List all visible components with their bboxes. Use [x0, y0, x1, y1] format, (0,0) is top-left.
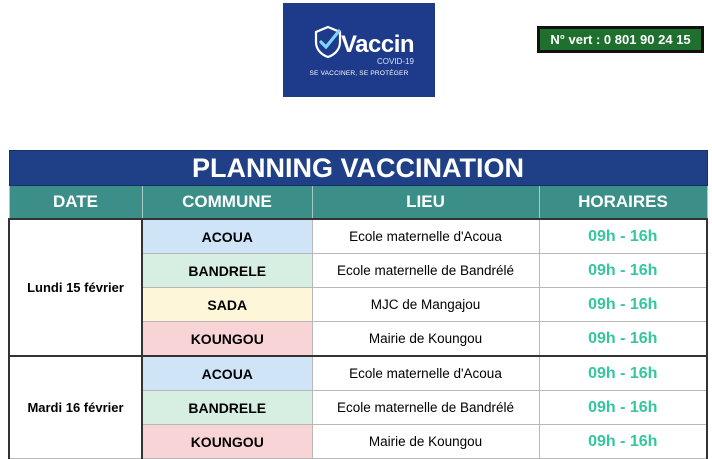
lieu-cell: Mairie de Koungou — [312, 425, 539, 459]
commune-cell: BANDRELE — [142, 391, 312, 425]
horaires-cell: 09h - 16h — [539, 425, 707, 459]
logo-brand: Vaccin — [341, 31, 415, 58]
horaires-cell: 09h - 16h — [539, 288, 707, 322]
horaires-cell: 09h - 16h — [539, 322, 707, 357]
column-header-lieu: LIEU — [312, 186, 539, 220]
commune-cell: KOUNGOU — [142, 425, 312, 459]
lieu-cell: Ecole maternelle de Bandrélé — [312, 391, 539, 425]
shield-check-icon — [313, 25, 343, 59]
commune-cell: BANDRELE — [142, 254, 312, 288]
vaccin-covid-logo — [283, 3, 435, 97]
date-cell: Lundi 15 février — [9, 219, 142, 356]
lieu-cell: Ecole maternelle d'Acoua — [312, 219, 539, 254]
lieu-cell: MJC de Mangajou — [312, 288, 539, 322]
horaires-cell: 09h - 16h — [539, 356, 707, 391]
horaires-cell: 09h - 16h — [539, 219, 707, 254]
vaccination-schedule-table — [8, 150, 708, 459]
column-header-date: DATE — [9, 186, 142, 220]
table-title: PLANNING VACCINATION — [9, 151, 707, 186]
lieu-cell: Mairie de Koungou — [312, 322, 539, 357]
horaires-cell: 09h - 16h — [539, 254, 707, 288]
table-row — [9, 219, 707, 254]
commune-cell: KOUNGOU — [142, 322, 312, 357]
hotline-badge: N° vert : 0 801 90 24 15 — [537, 26, 704, 53]
date-cell: Mardi 16 février — [9, 356, 142, 459]
column-header-horaires: HORAIRES — [539, 186, 707, 220]
horaires-cell: 09h - 16h — [539, 391, 707, 425]
commune-cell: ACOUA — [142, 356, 312, 391]
lieu-cell: Ecole maternelle d'Acoua — [312, 356, 539, 391]
commune-cell: SADA — [142, 288, 312, 322]
table-row — [9, 356, 707, 391]
schedule-body — [9, 219, 707, 459]
commune-cell: ACOUA — [142, 219, 312, 254]
lieu-cell: Ecole maternelle de Bandrélé — [312, 254, 539, 288]
column-header-commune: COMMUNE — [142, 186, 312, 220]
logo-tagline: SE VACCINER, SE PROTÉGER — [309, 70, 409, 77]
logo-subtitle: COVID-19 — [377, 57, 414, 66]
